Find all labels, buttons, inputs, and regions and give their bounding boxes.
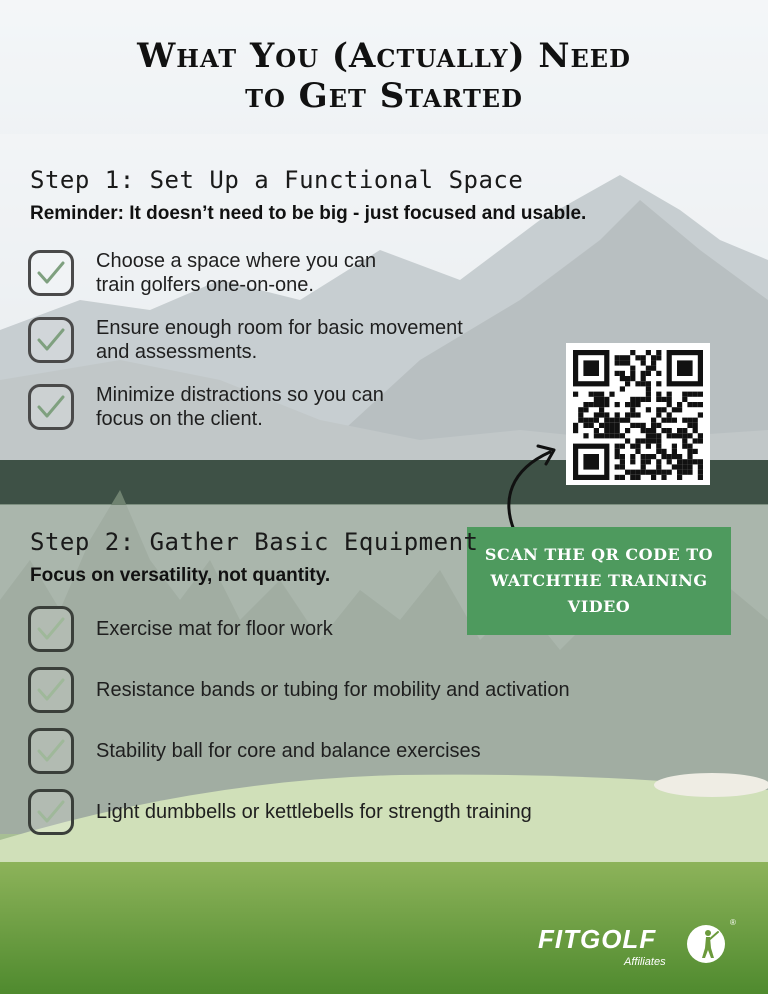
step2-item-4	[28, 789, 656, 835]
checkbox-icon	[28, 728, 74, 774]
item-text-line: Minimize distractions so you can	[96, 384, 384, 406]
step2-item-3	[28, 728, 656, 774]
golfer-emblem-icon	[684, 920, 732, 968]
registered-mark: ®	[730, 918, 736, 927]
logo-wordmark: FITGOLF	[538, 924, 657, 954]
checkbox-icon	[28, 606, 74, 652]
step1-item-3	[28, 383, 516, 431]
qr-callout-text: SCAN THE QR CODE TO WATCHTHE TRAINING VIDEO	[484, 545, 714, 616]
item-text-line: Light dumbbells or kettlebells for strength training	[96, 801, 532, 823]
step1-heading: Step 1: Set Up a Functional Space	[30, 166, 524, 194]
step1-item-2	[28, 316, 516, 364]
item-text-line: train golfers one-on-one.	[96, 274, 314, 296]
qr-code-icon	[566, 343, 710, 485]
item-text-line: focus on the client.	[96, 408, 263, 430]
logo-subtitle: Affiliates	[624, 956, 666, 968]
item-text-line: Choose a space where you can	[96, 250, 377, 272]
step1-item-1	[28, 249, 516, 297]
item-text-line: Exercise mat for floor work	[96, 618, 333, 640]
checkbox-icon	[28, 250, 74, 296]
checkbox-icon	[28, 789, 74, 835]
step2-subheading: Focus on versatility, not quantity.	[30, 565, 331, 586]
item-text-line: Resistance bands or tubing for mobility and activation	[96, 679, 570, 701]
page-title	[0, 36, 768, 116]
checkbox-icon	[28, 317, 74, 363]
qr-code[interactable]	[566, 343, 710, 485]
title-line-2: to Get Started	[245, 76, 523, 116]
item-text-line: and assessments.	[96, 341, 258, 363]
fitgolf-logo	[538, 918, 738, 974]
step2-item-1	[28, 606, 656, 652]
step2-heading: Step 2: Gather Basic Equipment	[30, 528, 479, 556]
curved-arrow-icon	[500, 440, 570, 535]
checkbox-icon	[28, 384, 74, 430]
step1-reminder: Reminder: It doesn’t need to be big - just focused and usable.	[30, 203, 587, 224]
checkbox-icon	[28, 667, 74, 713]
item-text-line: Ensure enough room for basic movement	[96, 317, 463, 339]
title-line-1: What You (Actually) Need	[137, 36, 631, 76]
step2-item-2	[28, 667, 656, 713]
item-text-line: Stability ball for core and balance exercises	[96, 740, 481, 762]
